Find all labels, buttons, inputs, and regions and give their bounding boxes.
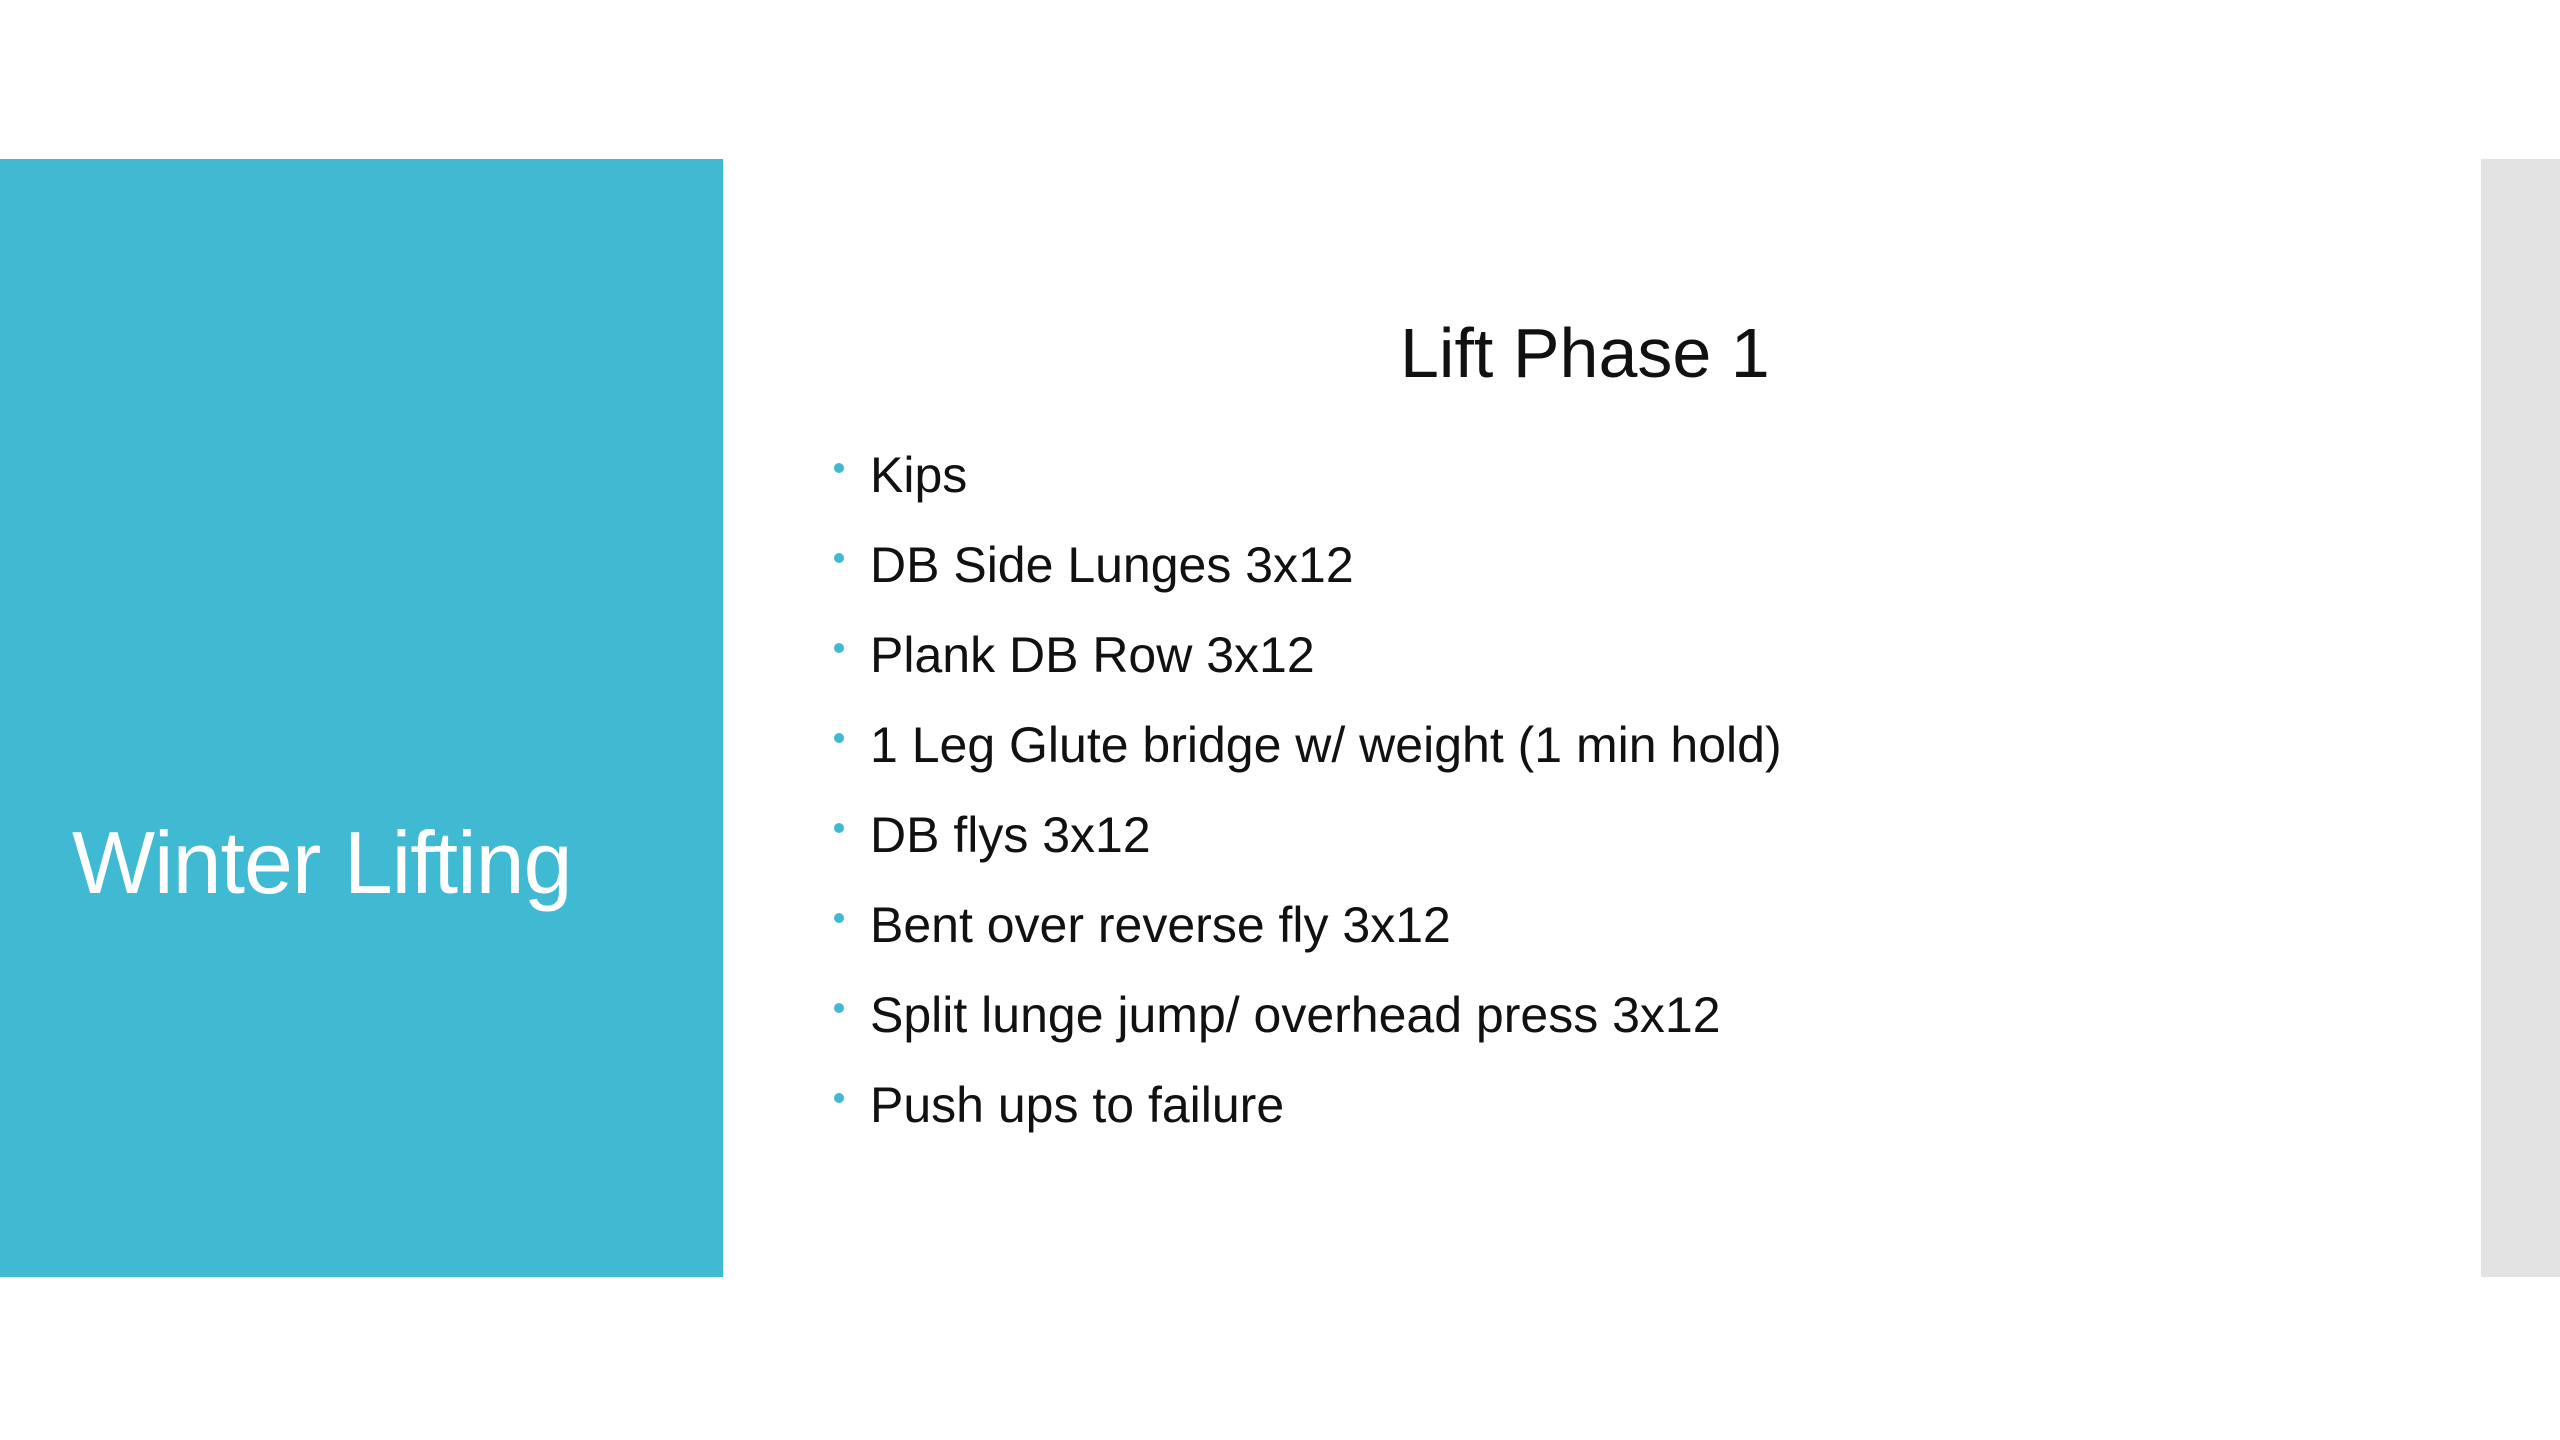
bullet-text: Split lunge jump/ overhead press 3x12 (870, 987, 1721, 1043)
bullet-item (834, 610, 1782, 700)
bullet-text: 1 Leg Glute bridge w/ weight (1 min hold) (870, 717, 1782, 773)
bullet-dot-icon (834, 463, 844, 473)
bullet-text: Kips (870, 447, 968, 503)
content-title: Lift Phase 1 (1400, 314, 1770, 392)
right-side-strip (2481, 159, 2560, 1277)
bullet-dot-icon (834, 643, 844, 653)
bullet-item (834, 520, 1782, 610)
section-panel (0, 159, 723, 1277)
bullet-dot-icon (834, 1093, 844, 1103)
bullet-item (834, 880, 1782, 970)
bullet-dot-icon (834, 553, 844, 563)
bullet-dot-icon (834, 823, 844, 833)
bullet-dot-icon (834, 913, 844, 923)
section-title: Winter Lifting (72, 813, 572, 912)
bullet-item (834, 790, 1782, 880)
bullet-dot-icon (834, 1003, 844, 1013)
bullet-item (834, 970, 1782, 1060)
bullet-item (834, 700, 1782, 790)
bullet-list (834, 430, 1782, 1150)
bullet-text: DB flys 3x12 (870, 807, 1151, 863)
bullet-item (834, 1060, 1782, 1150)
bullet-item (834, 430, 1782, 520)
bullet-text: Bent over reverse fly 3x12 (870, 897, 1451, 953)
bullet-text: DB Side Lunges 3x12 (870, 537, 1354, 593)
bullet-text: Push ups to failure (870, 1077, 1285, 1133)
bullet-text: Plank DB Row 3x12 (870, 627, 1315, 683)
bullet-dot-icon (834, 733, 844, 743)
